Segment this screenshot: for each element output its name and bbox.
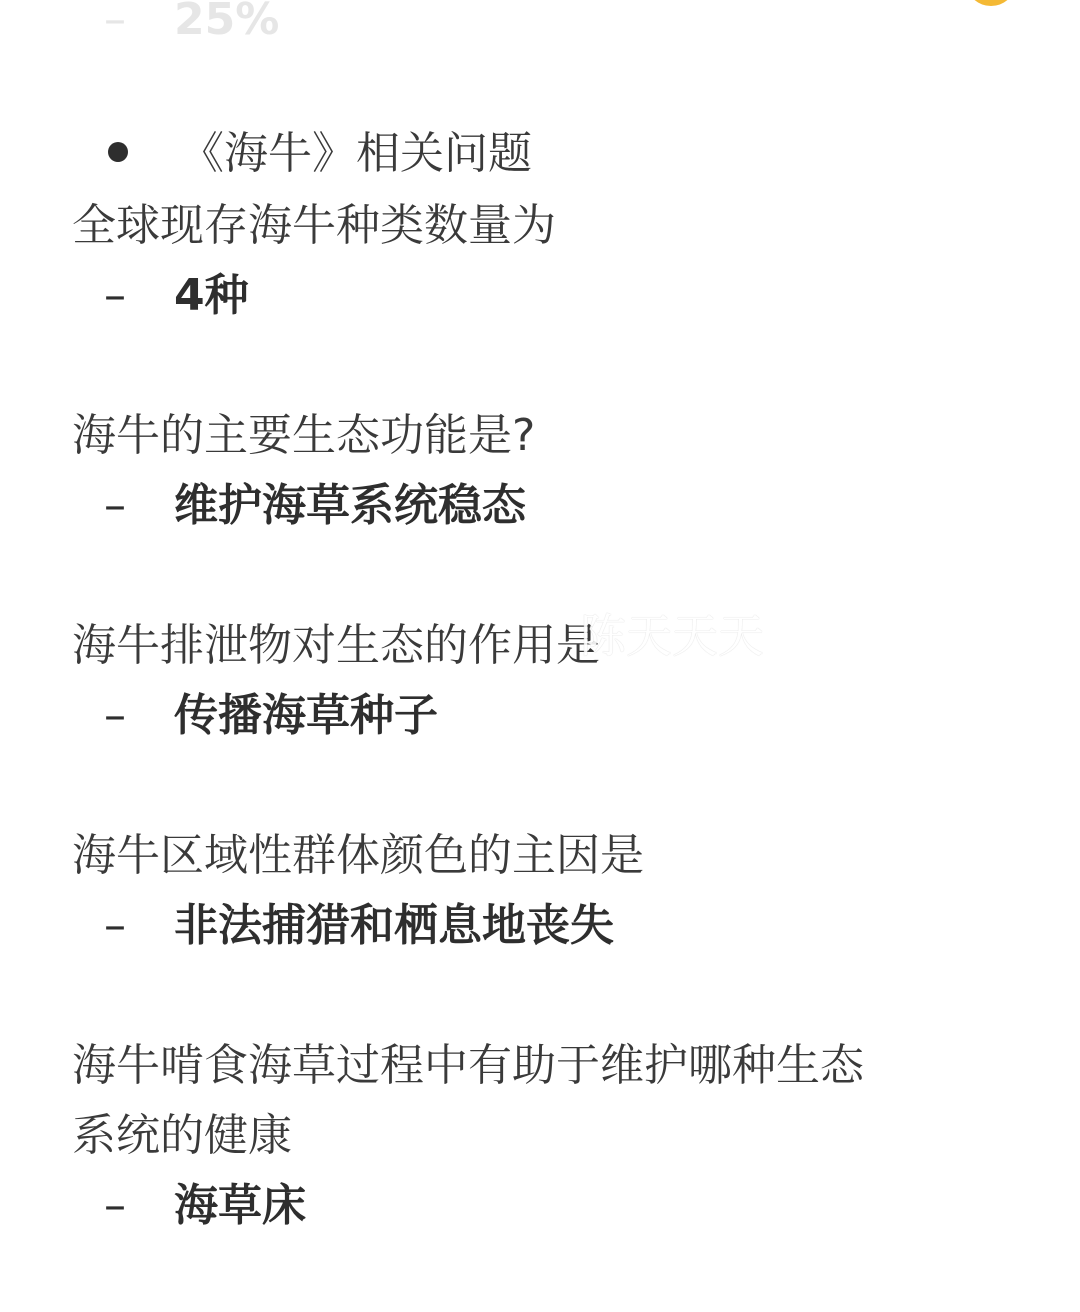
answer-2 (104, 480, 526, 532)
question-5-line-1: 海牛啃食海草过程中有助于维护哪种生态 (72, 1040, 864, 1091)
dash-marker: – (104, 480, 126, 531)
dash-marker: – (104, 900, 126, 951)
question-5-line-2: 系统的健康 (72, 1110, 292, 1161)
answer-1 (104, 270, 249, 322)
answer-text: 传播海草种子 (174, 690, 438, 741)
answer-text: 非法捕猎和栖息地丧失 (174, 900, 614, 951)
section-title: 《海牛》相关问题 (180, 128, 532, 179)
dash-marker: – (104, 0, 126, 45)
question-4: 海牛区域性群体颜色的主因是 (72, 830, 644, 881)
question-2: 海牛的主要生态功能是? (72, 410, 536, 461)
bullet-icon (108, 142, 128, 162)
question-3: 海牛排泄物对生态的作用是 (72, 620, 600, 671)
answer-text: 海草床 (174, 1180, 306, 1231)
dash-marker: – (104, 270, 126, 321)
answer-3 (104, 690, 438, 742)
prev-answer (104, 0, 279, 46)
avatar-corner (968, 0, 1014, 6)
answer-text: 维护海草系统稳态 (174, 480, 526, 531)
answer-text: 4种 (174, 270, 249, 321)
section-heading (108, 128, 532, 180)
question-1: 全球现存海牛种类数量为 (72, 200, 556, 251)
answer-4 (104, 900, 614, 952)
dash-marker: – (104, 690, 126, 741)
prev-answer-text: 25% (174, 0, 280, 45)
dash-marker: – (104, 1180, 126, 1231)
answer-5 (104, 1180, 306, 1232)
watermark: 陈天天天 (580, 609, 764, 663)
